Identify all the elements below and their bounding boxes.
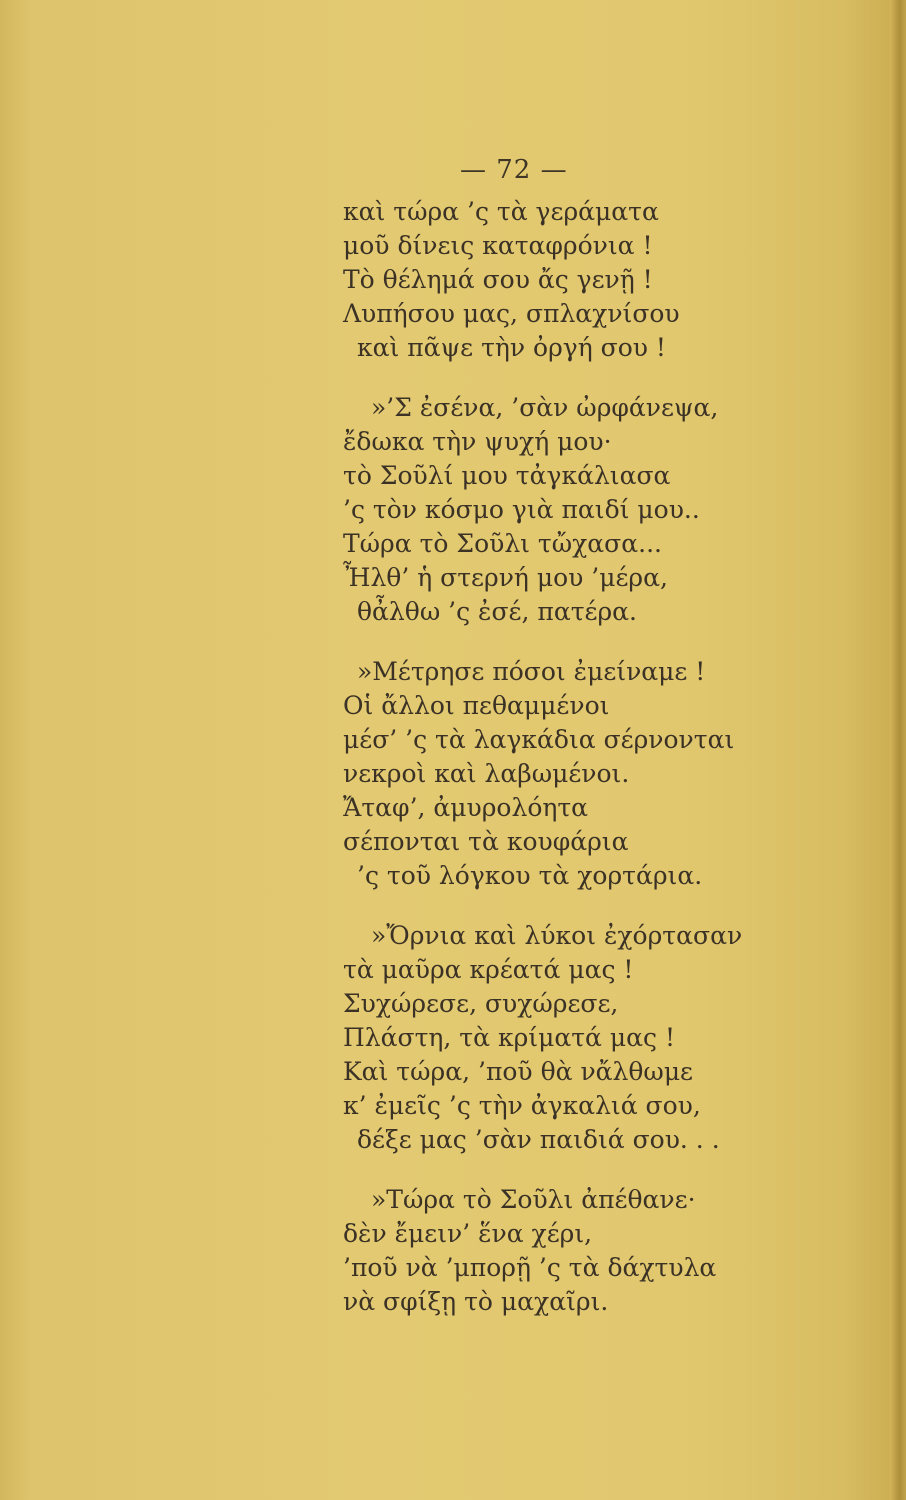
- poem-line: Συχώρεσε, συχώρεσε,: [343, 989, 619, 1018]
- stanza: [343, 391, 843, 629]
- poem-line: Πλάστη, τὰ κρίματά μας !: [343, 1023, 675, 1052]
- page-number: — 72 —: [460, 155, 568, 185]
- poem-line: δὲν ἔμειν’ ἕνα χέρι,: [343, 1219, 593, 1248]
- poem-line: Ἄταφ’, ἀμυρολόητα: [343, 793, 589, 822]
- poem-line: τὸ Σοῦλί μου τἀγκάλιασα: [343, 461, 671, 490]
- poem-line: »Μέτρησε πόσοι ἐμείναμε !: [357, 657, 706, 686]
- poem-line: κ’ ἐμεῖς ’ς τὴν ἀγκαλιά σου,: [343, 1091, 701, 1120]
- poem-line: Τὸ θέλημά σου ἄς γενῇ !: [343, 265, 653, 294]
- poem-line: ἔδωκα τὴν ψυχή μου·: [343, 427, 612, 456]
- poem-text: [343, 195, 843, 1345]
- poem-line: Τώρα τὸ Σοῦλι τὤχασα...: [343, 529, 662, 558]
- poem-line: Ἦλθ’ ἡ στερνή μου ’μέρα,: [343, 563, 668, 592]
- poem-line: σέπονται τὰ κουφάρια: [343, 827, 629, 856]
- poem-line: καὶ τώρα ’ς τὰ γεράματα: [343, 197, 659, 226]
- stanza: [343, 655, 843, 893]
- poem-line: »’Σ ἐσένα, ’σὰν ὠρφάνεψα,: [371, 393, 719, 422]
- poem-line: νεκροὶ καὶ λαβωμένοι.: [343, 759, 630, 788]
- poem-line: μέσ’ ’ς τὰ λαγκάδια σέρνονται: [343, 725, 735, 754]
- stanza: [343, 919, 843, 1157]
- poem-line: δέξε μας ’σὰν παιδιά σου. . .: [357, 1125, 720, 1154]
- stanza: [343, 195, 843, 365]
- page-edge: [890, 0, 906, 1500]
- poem-line: ’ς τὸν κόσμο γιὰ παιδί μου..: [343, 495, 700, 524]
- poem-line: ’ς τοῦ λόγκου τὰ χορτάρια.: [357, 861, 703, 890]
- poem-line: »Τώρα τὸ Σοῦλι ἀπέθανε·: [371, 1185, 696, 1214]
- poem-line: Λυπήσου μας, σπλαχνίσου: [343, 299, 680, 328]
- poem-line: »Ὄρνια καὶ λύκοι ἐχόρτασαν: [371, 921, 743, 950]
- poem-line: μοῦ δίνεις καταφρόνια !: [343, 231, 653, 260]
- poem-line: καὶ πᾶψε τὴν ὀργή σου !: [357, 333, 666, 362]
- poem-line: νὰ σφίξῃ τὸ μαχαῖρι.: [343, 1287, 609, 1316]
- poem-line: Οἱ ἄλλοι πεθαμμένοι: [343, 691, 610, 720]
- poem-line: τὰ μαῦρα κρέατά μας !: [343, 955, 634, 984]
- poem-line: Καὶ τώρα, ’ποῦ θὰ νἄλθωμε: [343, 1057, 694, 1086]
- page-shadow: [0, 0, 30, 1500]
- stanza: [343, 1183, 843, 1319]
- poem-line: ’ποῦ νὰ ’μπορῇ ’ς τὰ δάχτυλα: [343, 1253, 717, 1282]
- poem-line: θἆλθω ’ς ἐσέ, πατέρα.: [357, 597, 638, 626]
